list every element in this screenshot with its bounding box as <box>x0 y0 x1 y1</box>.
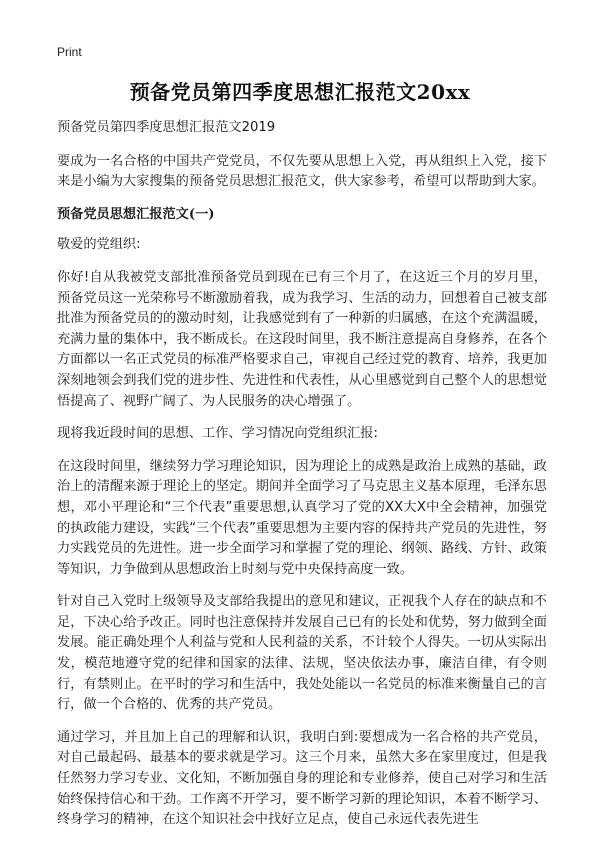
body-paragraph: 在这段时间里，继续努力学习理论知识，因为理论上的成熟是政治上成熟的基础，政治上的清醒来源于理论上的坚定。期间并全面学习了马克思主义基本原理，毛泽东思想，邓小平理论和“三个代表”重要思想,认真学习了党的XX大X中全会精神，加强党的执政能力建设，实践“三个代表”重要思想为主要内容的保持共产党员的先进性，努力实践党员的先进性。进一步全面学习和掌握了党的理论、纲领、路线、方针、政策等知识，力争做到从思想政治上时刻与党中央保持高度一致。 <box>57 458 547 577</box>
body-paragraph: 通过学习，并且加上自己的理解和认识，我明白到:要想成为一名合格的共产党员，对自己最起码、最基本的要求就是学习。这三个月来，虽然大多在家里度过，但是我任然努力学习专业、文化知，不断加强自身的理论和专业修养，使自己对学习和生活始终保持信心和干劲。工作离不开学习，要不断学习新的理论知识，本着不断学习、终身学习的精神，在这个知识社会中找好立足点，使自己永远代表先进生 <box>57 729 547 828</box>
body-paragraph: 针对自己入党时上级领导及支部给我提出的意见和建议，正视我个人存在的缺点和不足，下决心给予改正。同时也注意保持并发展自己已有的长处和优势，努力做到全面发展。能正确处理个人利益与党和人民利益的关系，不计较个人得失。一切从实际出发，模范地遵守党的纪律和国家的法律、法规，坚决依法办事，廉洁自律，有令则行，有禁则止。在平时的学习和生活中，我处处能以一名党员的标准来衡量自己的言行，做一个合格的、优秀的共产党员。 <box>57 594 547 713</box>
document-title: 预备党员第四季度思想汇报范文20xx <box>129 80 471 104</box>
body-paragraph: 你好!自从我被党支部批准预备党员到现在已有三个月了，在这近三个月的岁月里，预备党员这一光荣称号不断激励着我，成为我学习、生活的动力，回想着自己被支部批准为预备党员的的激动时刻，让我感觉到有了一种新的归属感，在这个充满温暖，充满力量的集体中，我不断成长。在这段时间里，我不断注意提高自身修养，在各个方面都以一名正式党员的标准严格要求自己，审视自己经过党的教育、培养，我更加深刻地领会到我们党的进步性、先进性和代表性，从心里感觉到自己整个人的思想觉悟提高了、视野广阔了、为人民服务的决心增强了。 <box>57 269 547 409</box>
body-paragraph: 现将我近段时间的思想、工作、学习情况向党组织汇报: <box>57 426 378 442</box>
print-label: Print <box>57 45 82 59</box>
document-body <box>57 118 547 843</box>
salutation: 敬爱的党组织: <box>57 237 141 253</box>
intro-paragraph: 要成为一名合格的中国共产党党员，不仅先要从思想上入党，再从组织上入党，接下来是小编为大家搜集的预备党员思想汇报范文，供大家参考，希望可以帮助到大家。 <box>57 153 547 190</box>
section-heading: 预备党员思想汇报范文(一) <box>57 206 215 222</box>
document-subtitle: 预备党员第四季度思想汇报范文2019 <box>57 120 276 135</box>
